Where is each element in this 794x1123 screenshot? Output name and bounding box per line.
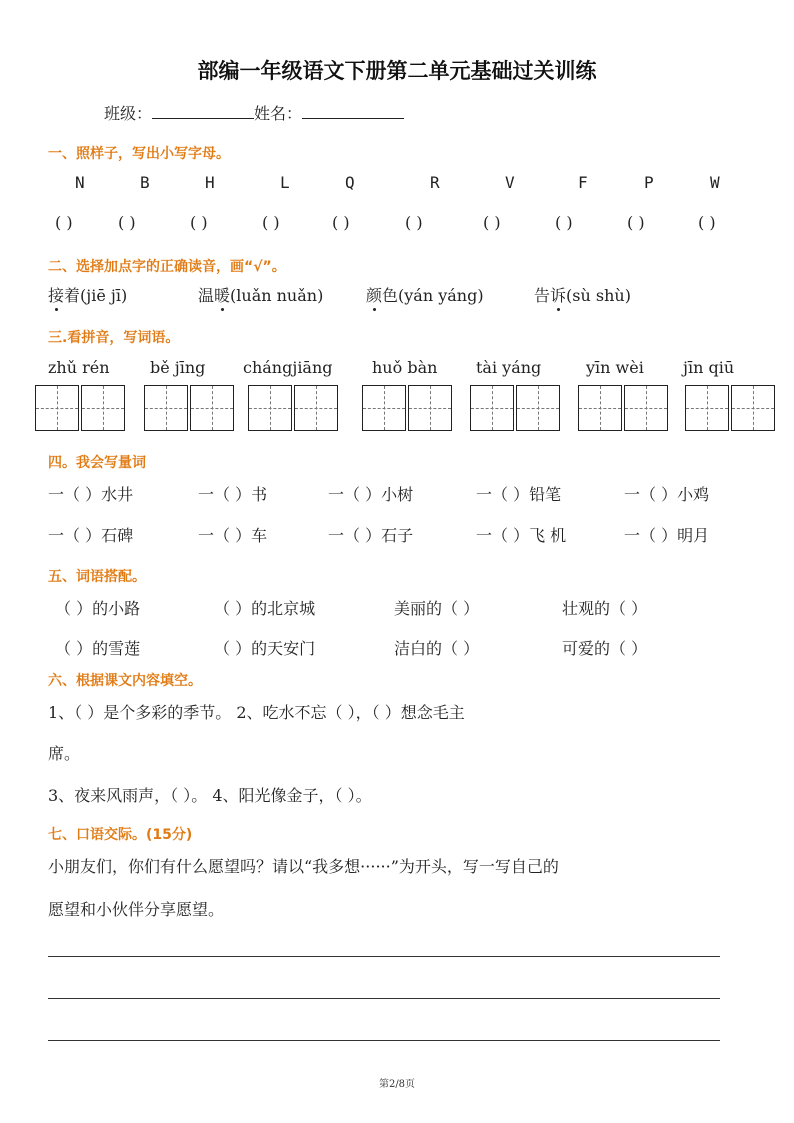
character-writing-box[interactable]: [248, 385, 292, 431]
measure-word-item[interactable]: 一（ ）石碑: [48, 526, 134, 545]
answer-blank[interactable]: ( ): [555, 213, 573, 232]
answer-blank[interactable]: ( ): [698, 213, 716, 232]
uppercase-letter: P: [644, 173, 654, 192]
page-footer: 第2/8页: [378, 1079, 416, 1090]
answer-blank[interactable]: ( ): [55, 213, 73, 232]
character-writing-box[interactable]: [578, 385, 622, 431]
uppercase-letter: N: [75, 173, 85, 192]
uppercase-letter: F: [578, 173, 588, 192]
measure-word-item[interactable]: 一（ ）铅笔: [476, 485, 562, 504]
character-writing-box[interactable]: [190, 385, 234, 431]
class-blank[interactable]: [152, 104, 254, 119]
matching-item[interactable]: 美丽的（ ）: [394, 599, 480, 618]
character-writing-box[interactable]: [470, 385, 514, 431]
uppercase-letter: H: [205, 173, 215, 192]
writing-line[interactable]: [48, 956, 720, 957]
measure-word-item[interactable]: 一（ ）飞 机: [476, 526, 567, 545]
pronunciation-item[interactable]: 温暖(luǎn nuǎn): [198, 283, 323, 306]
measure-word-item[interactable]: 一（ ）水井: [48, 485, 134, 504]
measure-word-item[interactable]: 一（ ）小树: [328, 485, 414, 504]
pinyin-label: jīn qiū: [683, 358, 735, 377]
dotted-character: 诉: [550, 283, 566, 306]
answer-blank[interactable]: ( ): [332, 213, 350, 232]
measure-word-item[interactable]: 一（ ）书: [198, 485, 268, 504]
uppercase-letter: Q: [345, 173, 355, 192]
pinyin-label: chángjiāng: [243, 358, 333, 377]
measure-word-item[interactable]: 一（ ）车: [198, 526, 268, 545]
pronunciation-item[interactable]: 颜色(yán yáng): [366, 283, 484, 306]
pronunciation-item[interactable]: 告诉(sù shù): [534, 283, 631, 306]
class-name-row: [104, 101, 404, 124]
matching-item[interactable]: （ ）的北京城: [214, 599, 316, 618]
section-2-heading: 二、选择加点字的正确读音，画“√”。: [48, 259, 286, 275]
fill-line-3: 3、夜来风雨声，（ ）。 4、阳光像金子，（ ）。: [48, 786, 372, 805]
name-label: 姓名：: [254, 104, 303, 123]
matching-item[interactable]: 壮观的（ ）: [562, 599, 648, 618]
answer-blank[interactable]: ( ): [405, 213, 423, 232]
uppercase-letter: L: [280, 173, 290, 192]
oral-prompt-line-1: 小朋友们，你们有什么愿望吗？请以“我多想······”为开头，写一写自己的: [48, 857, 559, 876]
character-writing-box[interactable]: [624, 385, 668, 431]
class-label: 班级：: [104, 104, 153, 123]
section-4-heading: 四。我会写量词: [48, 455, 146, 471]
character-writing-box[interactable]: [516, 385, 560, 431]
pinyin-label: huǒ bàn: [372, 358, 438, 377]
character-writing-box[interactable]: [35, 385, 79, 431]
character-writing-box[interactable]: [685, 385, 729, 431]
answer-blank[interactable]: ( ): [190, 213, 208, 232]
uppercase-letter: W: [710, 173, 720, 192]
pinyin-label: yīn wèi: [586, 358, 644, 377]
measure-word-item[interactable]: 一（ ）石子: [328, 526, 414, 545]
section-1-heading: 一、照样子，写出小写字母。: [48, 146, 230, 162]
section-3-heading: 三.看拼音，写词语。: [48, 330, 180, 346]
pinyin-label: bě jīng: [150, 358, 206, 377]
character-writing-box[interactable]: [144, 385, 188, 431]
writing-line[interactable]: [48, 1040, 720, 1041]
matching-item[interactable]: （ ）的雪莲: [55, 639, 141, 658]
matching-item[interactable]: 可爱的（ ）: [562, 639, 648, 658]
pronunciation-item[interactable]: 接着(jiē jī): [48, 283, 127, 306]
fill-line-2: 席。: [48, 744, 81, 763]
matching-item[interactable]: （ ）的天安门: [214, 639, 316, 658]
answer-blank[interactable]: ( ): [483, 213, 501, 232]
pinyin-label: tài yáng: [476, 358, 542, 377]
character-writing-box[interactable]: [731, 385, 775, 431]
uppercase-letter: R: [430, 173, 440, 192]
dotted-character: 暖: [214, 283, 230, 306]
character-writing-box[interactable]: [408, 385, 452, 431]
character-writing-box[interactable]: [362, 385, 406, 431]
answer-blank[interactable]: ( ): [118, 213, 136, 232]
name-blank[interactable]: [302, 104, 404, 119]
fill-line-1: 1、（ ）是个多彩的季节。 2、吃水不忘（ ），（ ）想念毛主: [48, 703, 465, 722]
section-7-heading: 七、口语交际。(15分): [48, 827, 193, 843]
uppercase-letter: V: [505, 173, 515, 192]
dotted-character: 接: [48, 283, 64, 306]
answer-blank[interactable]: ( ): [262, 213, 280, 232]
character-writing-box[interactable]: [81, 385, 125, 431]
measure-word-item[interactable]: 一（ ）明月: [624, 526, 710, 545]
matching-item[interactable]: （ ）的小路: [55, 599, 141, 618]
section-6-heading: 六、根据课文内容填空。: [48, 673, 202, 689]
matching-item[interactable]: 洁白的（ ）: [394, 639, 480, 658]
uppercase-letter: B: [140, 173, 150, 192]
page-title: 部编一年级语文下册第二单元基础过关训练: [197, 59, 597, 83]
writing-line[interactable]: [48, 998, 720, 999]
oral-prompt-line-2: 愿望和小伙伴分享愿望。: [48, 900, 225, 919]
dotted-character: 颜: [366, 283, 382, 306]
character-writing-box[interactable]: [294, 385, 338, 431]
answer-blank[interactable]: ( ): [627, 213, 645, 232]
section-5-heading: 五、词语搭配。: [48, 569, 146, 585]
pinyin-label: zhǔ rén: [48, 358, 110, 377]
measure-word-item[interactable]: 一（ ）小鸡: [624, 485, 710, 504]
